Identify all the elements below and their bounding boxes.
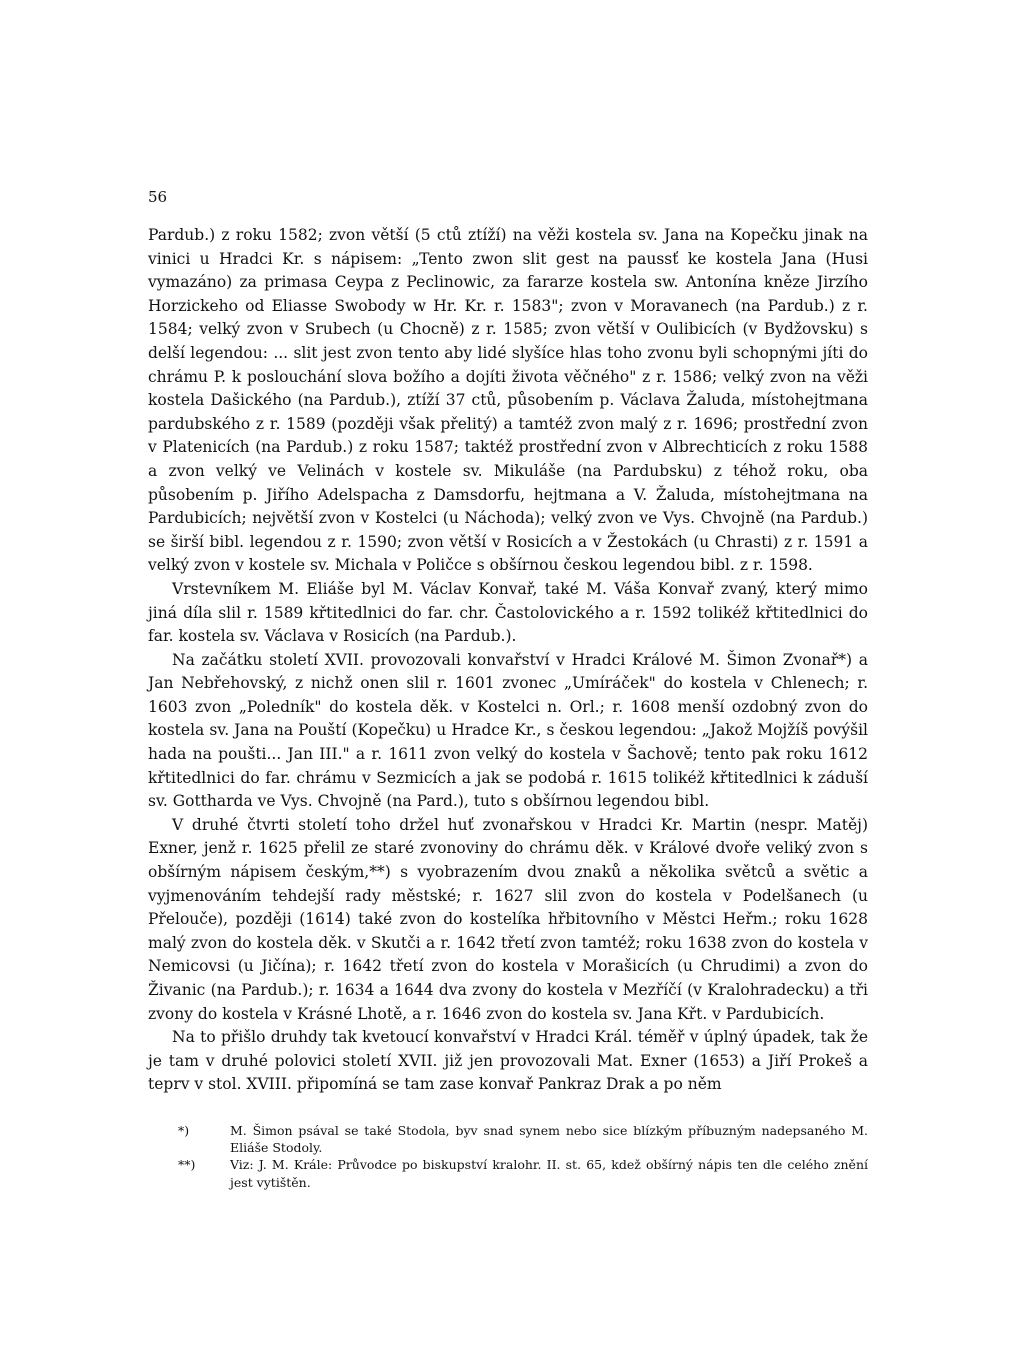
footnote-text: M. Šimon psával se také Stodola, byv snad synem nebo sice blízkým příbuzným nadepsaného M. Eliáše Stodoly.	[230, 1123, 868, 1156]
body-text	[148, 224, 868, 1097]
paragraph: Vrstevníkem M. Eliáše byl M. Václav Konvař, také M. Váša Konvař zvaný, který mimo jiná díla slil r. 1589 křtitedlnici do far. chr. Častolovického a r. 1592 tolikéž křtitedlnici do far. kostela sv. Václava v Rosicích (na Pardub.).	[148, 579, 868, 646]
paragraph: Pardub.) z roku 1582; zvon větší (5 ctů ztíží) na věži kostela sv. Jana na Kopečku jinak na vinici u Hradci Kr. s nápisem: „Tento zwon slit gest na paussť ke kostela Jana (Husi vymazáno) za primasa Ceypa z Peclinowic, za fararze kostela sw. Antonína kněze Jirzího Horzickeho od Eliasse Swobody w Hr. Kr. r. 1583"; zvon v Moravanech (na Pardub.) z r. 1584; velký zvon v Srubech (u Chocně) z r. 1585; zvon větší v Oulibicích (v Bydžovsku) s delší legendou: ... slit jest zvon tento aby lidé slyšíce hlas toho zvonu byli schopnými jíti do chrámu P. k poslouchání slova božího a dojíti života věčného" z r. 1586; velký zvon na věži kostela Dašického (na Pardub.), ztíží 37 ctů, působením p. Václava Žaluda, místohejtmana pardubského z r. 1589 (později však přelitý) a tamtéž zvon malý z r. 1696; prostřední zvon v Platenicích (na Pardub.) z roku 1587; taktéž prostřední zvon v Albrechticích z roku 1588 a zvon velký ve Velinách v kostele sv. Mikuláše (na Pardubsku) z téhož roku, oba působením p. Jiřího Adelspacha z Damsdorfu, hejtmana a V. Žaluda, místohejtmana na Pardubicích; největší zvon v Kostelci (u Náchoda); velký zvon ve Vys. Chvojně (na Pardub.) se širší bibl. legendou z r. 1590; zvon větší v Rosicích a v Žestokách (u Chrasti) z r. 1591 a velký zvon v kostele sv. Michala v Poličce s obšírnou českou legendou bibl. z r. 1598.	[148, 226, 868, 575]
paragraph: Na začátku století XVII. provozovali konvařství v Hradci Králové M. Šimon Zvonař*) a Jan Nebřehovský, z nichž onen slil r. 1601 zvonec „Umíráček" do kostela v Chlenech; r. 1603 zvon „Poledník" do kostela děk. v Kostelci n. Orl.; r. 1608 menší ozdobný zvon do kostela sv. Jana na Pouští (Kopečku) u Hradce Kr., s českou legendou: „Jakož Mojžíš povýšil hada na poušti... Jan III." a r. 1611 zvon velký do kostela v Šachově; tento pak roku 1612 křtitedlnici do far. chrámu v Sezmicích a jak se podobá r. 1615 tolikéž křtitedlnici k záduší sv. Gottharda ve Vys. Chvojně (na Pard.), tuto s obšírnou legendou bibl.	[148, 650, 868, 811]
footnote-text: Viz: J. M. Krále: Průvodce po biskupství kralohr. II. st. 65, kdež obšírný nápis ten dle celého znění jest vytištěn.	[230, 1157, 868, 1190]
footnote-mark: *)	[178, 1123, 190, 1138]
footnote	[178, 1156, 868, 1190]
footnote	[178, 1122, 868, 1156]
footnotes	[178, 1122, 868, 1191]
footnote-mark: **)	[178, 1157, 196, 1173]
paragraph: V druhé čtvrti století toho držel huť zvonařskou v Hradci Kr. Martin (nespr. Matěj) Exner, jenž r. 1625 přelil ze staré zvonoviny do chrámu děk. v Králové dvoře veliký zvon s obšírným nápisem českým,**) s vyobrazením dvou znaků a několika světců a světic a vyjmenováním tehdejší rady městské; r. 1627 slil zvon do kostela v Podelšanech (u Přelouče), později (1614) také zvon do kostelíka hřbitovního v Městci Heřm.; roku 1628 malý zvon do kostela děk. v Skutči a r. 1642 třetí zvon tamtéž; roku 1638 zvon do kostela v Nemicovsi (u Jičína); r. 1642 třetí zvon do kostela v Morašicích (u Chrudimi) a zvon do Živanic (na Pardub.); r. 1634 a 1644 dva zvony do kostela v Mezříčí (v Kralohradecku) a tři zvony do kostela v Krásné Lhotě, a r. 1646 zvon do kostela sv. Jana Křt. v Pardubicích.	[148, 815, 868, 1023]
page-number: 56	[148, 188, 168, 206]
paragraph: Na to přišlo druhdy tak kvetoucí konvařství v Hradci Král. téměř v úplný úpadek, tak že je tam v druhé polovici století XVII. již jen provozovali Mat. Exner (1653) a Jiří Prokeš a teprv v stol. XVIII. připomíná se tam zase konvař Pankraz Drak a po něm	[148, 1028, 868, 1094]
